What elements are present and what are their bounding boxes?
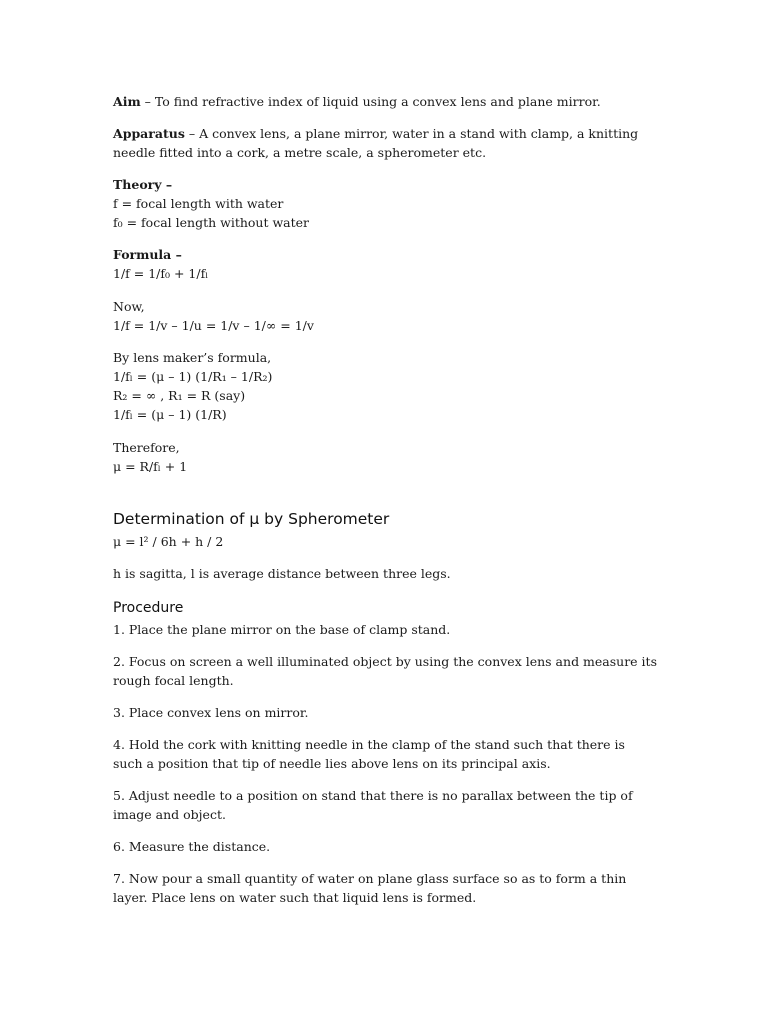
formula-line: 1/f = 1/f₀ + 1/fₗ bbox=[113, 266, 209, 281]
procedure-step: 2. Focus on screen a well illuminated object by using the convex lens and measure its rough focal length. bbox=[113, 654, 657, 688]
aim-label: Aim bbox=[113, 94, 141, 109]
lens-maker-line: 1/fₗ = (μ – 1) (1/R) bbox=[113, 407, 227, 422]
aim-text: – To find refractive index of liquid using a convex lens and plane mirror. bbox=[140, 94, 601, 109]
procedure-step: 6. Measure the distance. bbox=[113, 839, 271, 854]
formula-heading: Formula – bbox=[113, 247, 182, 262]
procedure-step: 3. Place convex lens on mirror. bbox=[113, 705, 309, 720]
lens-maker-line: By lens maker’s formula, bbox=[113, 350, 272, 365]
therefore-section bbox=[113, 438, 658, 476]
apparatus-paragraph bbox=[113, 124, 658, 162]
procedure-step: 4. Hold the cork with knitting needle in the clamp of the stand such that there is such a position that tip of needle lies above lens on its principal axis. bbox=[113, 737, 625, 771]
lens-maker-section bbox=[113, 348, 658, 424]
theory-heading: Theory – bbox=[113, 177, 173, 192]
procedure-step: 1. Place the plane mirror on the base of clamp stand. bbox=[113, 622, 451, 637]
procedure-step: 5. Adjust needle to a position on stand that there is no parallax between the tip of image and object. bbox=[113, 788, 633, 822]
spherometer-heading: Determination of μ by Spherometer bbox=[113, 510, 390, 528]
procedure-heading: Procedure bbox=[113, 600, 184, 616]
theory-line: f₀ = focal length without water bbox=[113, 215, 310, 230]
apparatus-text: – A convex lens, a plane mirror, water in a stand with clamp, a knitting needle fitted into a cork, a metre scale, a spherometer etc. bbox=[113, 126, 639, 160]
therefore-line: μ = R/fₗ + 1 bbox=[113, 459, 188, 474]
aim-paragraph bbox=[113, 92, 658, 111]
now-section bbox=[113, 297, 658, 335]
formula-section bbox=[113, 245, 658, 283]
lens-maker-line: R₂ = ∞ , R₁ = R (say) bbox=[113, 388, 246, 403]
procedure-step: 7. Now pour a small quantity of water on plane glass surface so as to form a thin layer. Place lens on water such that liquid lens is formed. bbox=[113, 871, 627, 905]
now-line: 1/f = 1/v – 1/u = 1/v – 1/∞ = 1/v bbox=[113, 318, 314, 333]
spherometer-note: h is sagitta, l is average distance between three legs. bbox=[113, 566, 451, 581]
apparatus-label: Apparatus bbox=[113, 126, 185, 141]
lens-maker-line: 1/fₗ = (μ – 1) (1/R₁ – 1/R₂) bbox=[113, 369, 273, 384]
spherometer-formula: μ = l² / 6h + h / 2 bbox=[113, 534, 224, 549]
theory-section bbox=[113, 175, 658, 232]
now-line: Now, bbox=[113, 299, 145, 314]
therefore-line: Therefore, bbox=[113, 440, 180, 455]
theory-line: f = focal length with water bbox=[113, 196, 284, 211]
